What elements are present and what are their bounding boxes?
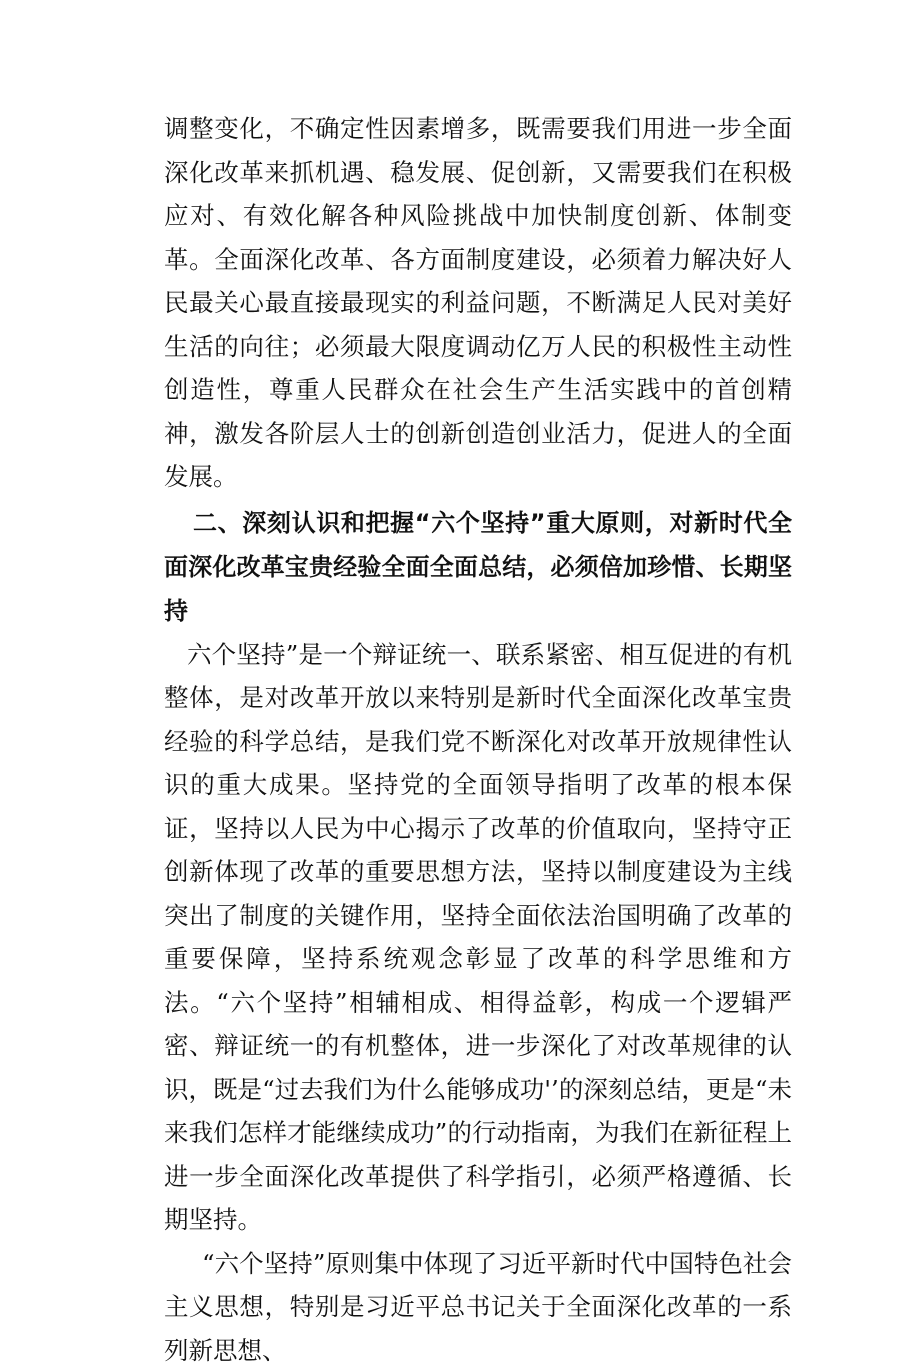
paragraph-principles-thought: “六个坚持”原则集中体现了习近平新时代中国特色社会主义思想，特别是习近平总书记关于全面深化改革的一系列新思想、 [164,1242,792,1372]
section-heading-2: 二、深刻认识和把握“六个坚持”重大原则，对新时代全面深化改革宝贵经验全面全面总结，必须倍加珍惜、长期坚持 [164,501,792,633]
paragraph-continued: 调整变化，不确定性因素增多，既需要我们用进一步全面深化改革来抓机遇、稳发展、促创新，又需要我们在积极应对、有效化解各种风险挑战中加快制度创新、体制变革。全面深化改革、各方面制度建设，必须着力解决好人民最关心最直接最现实的利益问题，不断满足人民对美好生活的向往；必须最大限度调动亿万人民的积极性主动性创造性，尊重人民群众在社会生产生活实践中的首创精神，激发各阶层人士的创新创造创业活力，促进人的全面发展。 [164,107,792,499]
paragraph-six-principles: 六个坚持”是一个辩证统一、联系紧密、相互促进的有机整体，是对改革开放以来特别是新时代全面深化改革宝贵经验的科学总结，是我们党不断深化对改革开放规律性认识的重大成果。坚持党的全面领导指明了改革的根本保证，坚持以人民为中心揭示了改革的价值取向，坚持守正创新体现了改革的重要思想方法，坚持以制度建设为主线突出了制度的关键作用，坚持全面依法治国明确了改革的重要保障，坚持系统观念彰显了改革的科学思维和方法。“六个坚持”相辅相成、相得益彰，构成一个逻辑严密、辩证统一的有机整体，进一步深化了对改革规律的认识，既是“过去我们为什么能够成功'’的深刻总结，更是“未来我们怎样才能继续成功”的行动指南，为我们在新征程上进一步全面深化改革提供了科学指引，必须严格遵循、长期坚持。 [164,633,792,1242]
document-body [164,107,792,1372]
